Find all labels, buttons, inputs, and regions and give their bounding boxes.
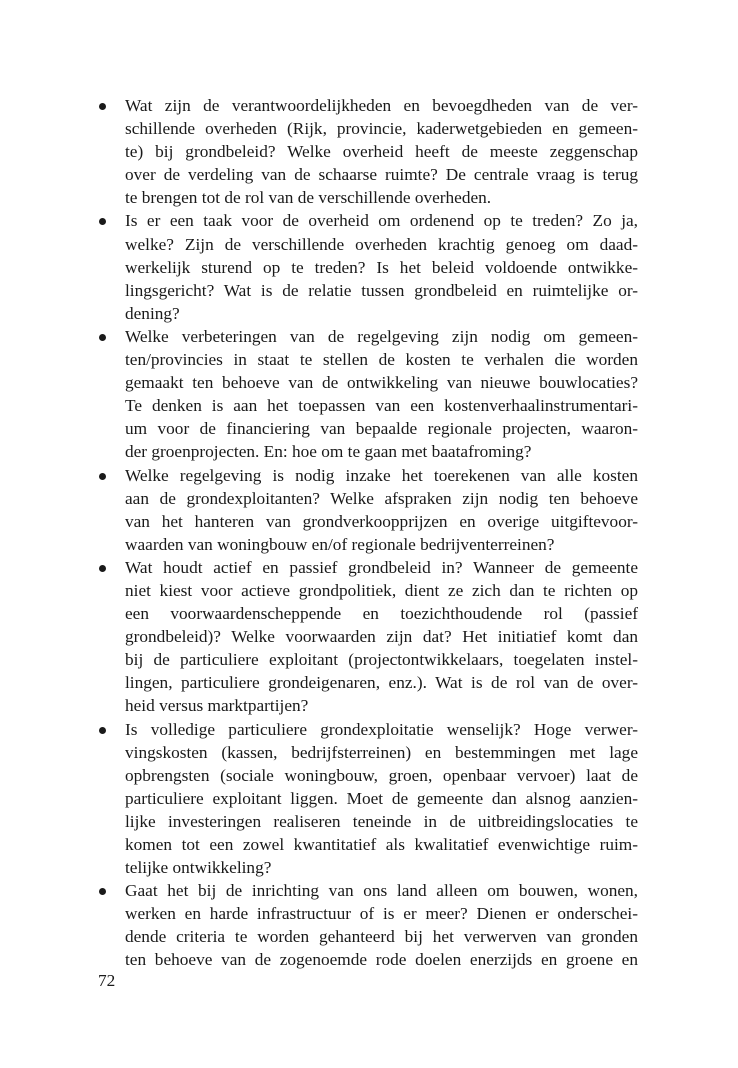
- text-line: ten behoeve van de zogenoemde rode doelen enerzijds en groene en: [125, 950, 638, 970]
- text-line: lijke investeringen realiseren teneinde in de uitbreidingslocaties te: [125, 811, 638, 831]
- text-line: een voorwaardenscheppende en toezichthoudende rol (passief: [125, 604, 638, 624]
- bullet-item: [98, 464, 638, 556]
- bullet-dot-icon: [99, 565, 106, 572]
- bullet-dot-icon: [99, 727, 106, 734]
- text-line: Welke regelgeving is nodig inzake het toerekenen van alle kosten: [125, 465, 638, 485]
- text-line: opbrengsten (sociale woningbouw, groen, openbaar vervoer) laat de: [125, 765, 638, 785]
- bullet-item: [98, 879, 638, 971]
- bullet-item: [98, 209, 638, 324]
- text-line: van het hanteren van grondverkoopprijzen en overige uitgiftevoor-: [125, 511, 638, 531]
- text-line: der groenprojecten. En: hoe om te gaan met baatafroming?: [125, 442, 532, 462]
- text-line: werken en harde infrastructuur of is er meer? Dienen er onderschei-: [125, 904, 638, 924]
- page-number: 72: [98, 971, 116, 990]
- text-line: lingsgericht? Wat is de relatie tussen grondbeleid en ruimtelijke or-: [125, 280, 638, 300]
- bullet-item: [98, 325, 638, 464]
- bullet-dot-icon: [99, 334, 106, 341]
- text-line: Gaat het bij de inrichting van ons land alleen om bouwen, wonen,: [125, 881, 638, 901]
- text-line: komen tot een zowel kwantitatief als kwalitatief evenwichtige ruim-: [125, 835, 638, 854]
- text-line: aan de grondexploitanten? Welke afspraken zijn nodig ten behoeve: [125, 488, 638, 508]
- text-line: Is volledige particuliere grondexploitatie wenselijk? Hoge verwer-: [125, 719, 638, 739]
- text-line: dening?: [125, 303, 180, 323]
- text-line: Wat zijn de verantwoordelijkheden en bevoegdheden van de ver-: [125, 96, 638, 115]
- text-line: dende criteria te worden gehanteerd bij het verwerven van gronden: [125, 927, 638, 947]
- bullet-dot-icon: [99, 218, 106, 225]
- text-line: grondbeleid)? Welke voorwaarden zijn dat? Het initiatief komt dan: [125, 627, 638, 647]
- text-line: Welke verbeteringen van de regelgeving zijn nodig om gemeen-: [125, 326, 638, 346]
- text-line: schillende overheden (Rijk, provincie, kaderwetgebieden en gemeen-: [125, 119, 638, 139]
- text-line: bij de particuliere exploitant (projectontwikkelaars, toegelaten instel-: [125, 650, 638, 670]
- text-line: welke? Zijn de verschillende overheden krachtig genoeg om daad-: [125, 234, 638, 254]
- bullet-dot-icon: [99, 103, 106, 110]
- text-line: te brengen tot de rol van de verschillende overheden.: [125, 188, 492, 208]
- text-line: lingen, particuliere grondeigenaren, enz.). Wat is de rol van de over-: [125, 673, 638, 693]
- text-line: werkelijk sturend op te treden? Is het beleid voldoende ontwikke-: [125, 257, 638, 277]
- text-line: particuliere exploitant liggen. Moet de gemeente dan alsnog aanzien-: [125, 788, 638, 808]
- text-line: ten/provincies in staat te stellen de kosten te verhalen die worden: [125, 350, 638, 370]
- bullet-dot-icon: [99, 888, 106, 895]
- text-line: Wat houdt actief en passief grondbeleid in? Wanneer de gemeente: [125, 557, 638, 577]
- text-line: um voor de financiering van bepaalde regionale projecten, waaron-: [125, 419, 638, 439]
- bullet-item: [98, 94, 638, 209]
- text-line: waarden van woningbouw en/of regionale bedrijventerreinen?: [125, 534, 555, 554]
- text-line: telijke ontwikkeling?: [125, 858, 272, 878]
- bullet-dot-icon: [99, 473, 106, 480]
- text-line: gemaakt ten behoeve van de ontwikkeling van nieuwe bouwlocaties?: [125, 373, 638, 393]
- text-line: heid versus marktpartijen?: [125, 696, 309, 716]
- text-line: vingskosten (kassen, bedrijfsterreinen) en bestemmingen met lage: [125, 742, 638, 762]
- bullet-item: [98, 718, 638, 880]
- question-list: [98, 94, 638, 972]
- bullet-item: [98, 556, 638, 718]
- text-line: Te denken is aan het toepassen van een kostenverhaalinstrumentari-: [125, 396, 638, 416]
- text-line: niet kiest voor actieve grondpolitiek, dient ze zich dan te richten op: [125, 580, 638, 600]
- text-line: te) bij grondbeleid? Welke overheid heeft de meeste zeggenschap: [125, 142, 638, 162]
- text-line: Is er een taak voor de overheid om ordenend op te treden? Zo ja,: [125, 211, 638, 231]
- text-line: over de verdeling van de schaarse ruimte? De centrale vraag is terug: [125, 165, 638, 185]
